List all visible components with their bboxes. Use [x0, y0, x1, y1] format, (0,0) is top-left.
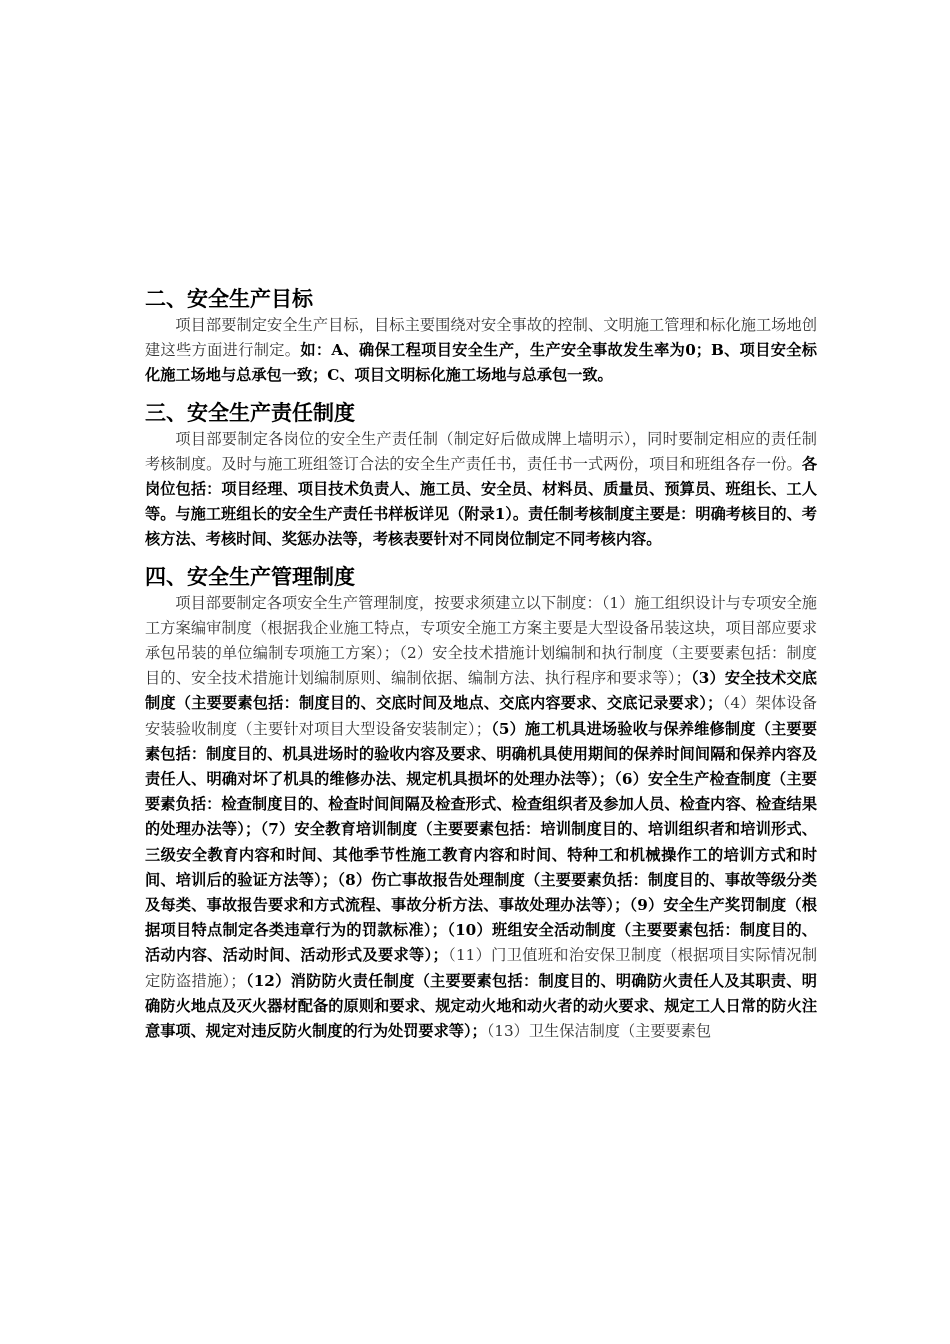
section-heading: 四、安全生产管理制度: [145, 564, 355, 589]
section-paragraph: [145, 427, 817, 553]
text-run: （4）架体设备安装验收制度（主要针对项目大型设备安装制定）；: [145, 694, 817, 738]
text-run: （11）门卫值班和治安保卫制度（根据项目实际情况制定防盗措施）；: [145, 946, 818, 990]
text-run-bold: （3）安全技术交底制度（主要要素包括：制度目的、交底时间及地点、交底内容要求、交底记录要求）；: [145, 669, 817, 713]
text-run: （13）卫生保洁制度（主要要素包: [486, 1022, 712, 1041]
text-run-bold: 各岗位包括：项目经理、项目技术负责人、施工员、安全员、材料员、质量员、预算员、班组长、工人等。与施工班组长的安全生产责任书样板详见（附录1）。责任制考核制度主要是：明确考核目的、考核方法、考核时间、奖惩办法等，考核表要针对不同岗位制定不同考核内容。: [145, 454, 817, 549]
section-safety-goals: [145, 285, 817, 389]
section-paragraph: [145, 313, 817, 389]
section-heading: 三、安全生产责任制度: [145, 400, 355, 425]
document-page: [145, 285, 817, 1054]
section-paragraph: [145, 591, 817, 1045]
text-run: 项目部要制定各岗位的安全生产责任制（制定好后做成牌上墙明示），同时要制定相应的责任制考核制度。及时与施工班组签订合法的安全生产责任书，责任书一式两份，项目和班组各存一份。: [145, 429, 817, 473]
text-run: 项目部要制定各项安全生产管理制度，按要求须建立以下制度：（1）施工组织设计与专项安全施工方案编审制度（根据我企业施工特点，专项安全施工方案主要是大型设备吊装这块，项目部应要求承包吊装的单位编制专项施工方案）；（2）安全技术措施计划编制和执行制度（主要要素包括：制度目的、安全技术措施计划编制原则、编制依据、编制方法、执行程序和要求等）；: [145, 593, 817, 688]
text-run-bold: （5）施工机具进场验收与保养维修制度（主要要素包括：制度目的、机具进场时的验收内容及要求、明确机具使用期间的保养时间间隔和保养内容及责任人、明确对坏了机具的维修办法、规定机具损坏的处理办法等）；（6）安全生产检查制度（主要要素负括：检查制度目的、检查时间间隔及检查形式、检查组织者及参加人员、检查内容、检查结果的处理办法等）；（7）安全教育培训制度（主要要素包括：培训制度目的、培训组织者和培训形式、三级安全教育内容和时间、其他季节性施工教育内容和时间、特种工和机械操作工的培训方式和时间、培训后的验证方法等）；（8）伤亡事故报告处理制度（主要要素负括：制度目的、事故等级分类及每类、事故报告要求和方式流程、事故分析方法、事故处理办法等）；（9）安全生产奖罚制度（根据项目特点制定各类违章行为的罚款标准）；（10）班组安全活动制度（主要要素包括：制度目的、活动内容、活动时间、活动形式及要求等）；: [145, 719, 817, 965]
section-responsibility-system: [145, 399, 817, 553]
text-run-bold: （12）消防防火责任制度（主要要素包括：制度目的、明确防火责任人及其职责、明确防火地点及灭火器材配备的原则和要求、规定动火地和动火者的动火要求、规定工人日常的防火注意事项、规定对违反防火制度的行为处罚要求等）；: [145, 971, 817, 1041]
section-heading: 二、安全生产目标: [145, 287, 313, 311]
section-management-system: [145, 563, 817, 1045]
text-run: 项目部要制定安全生产目标，目标主要围绕对安全事故的控制、文明施工管理和标化施工场地创建这些方面进行制定。: [145, 316, 817, 360]
text-run-bold: 如：A、确保工程项目安全生产，生产安全事故发生率为0；B、项目安全标化施工场地与总承包一致；C、项目文明标化施工场地与总承包一致。: [145, 341, 817, 385]
